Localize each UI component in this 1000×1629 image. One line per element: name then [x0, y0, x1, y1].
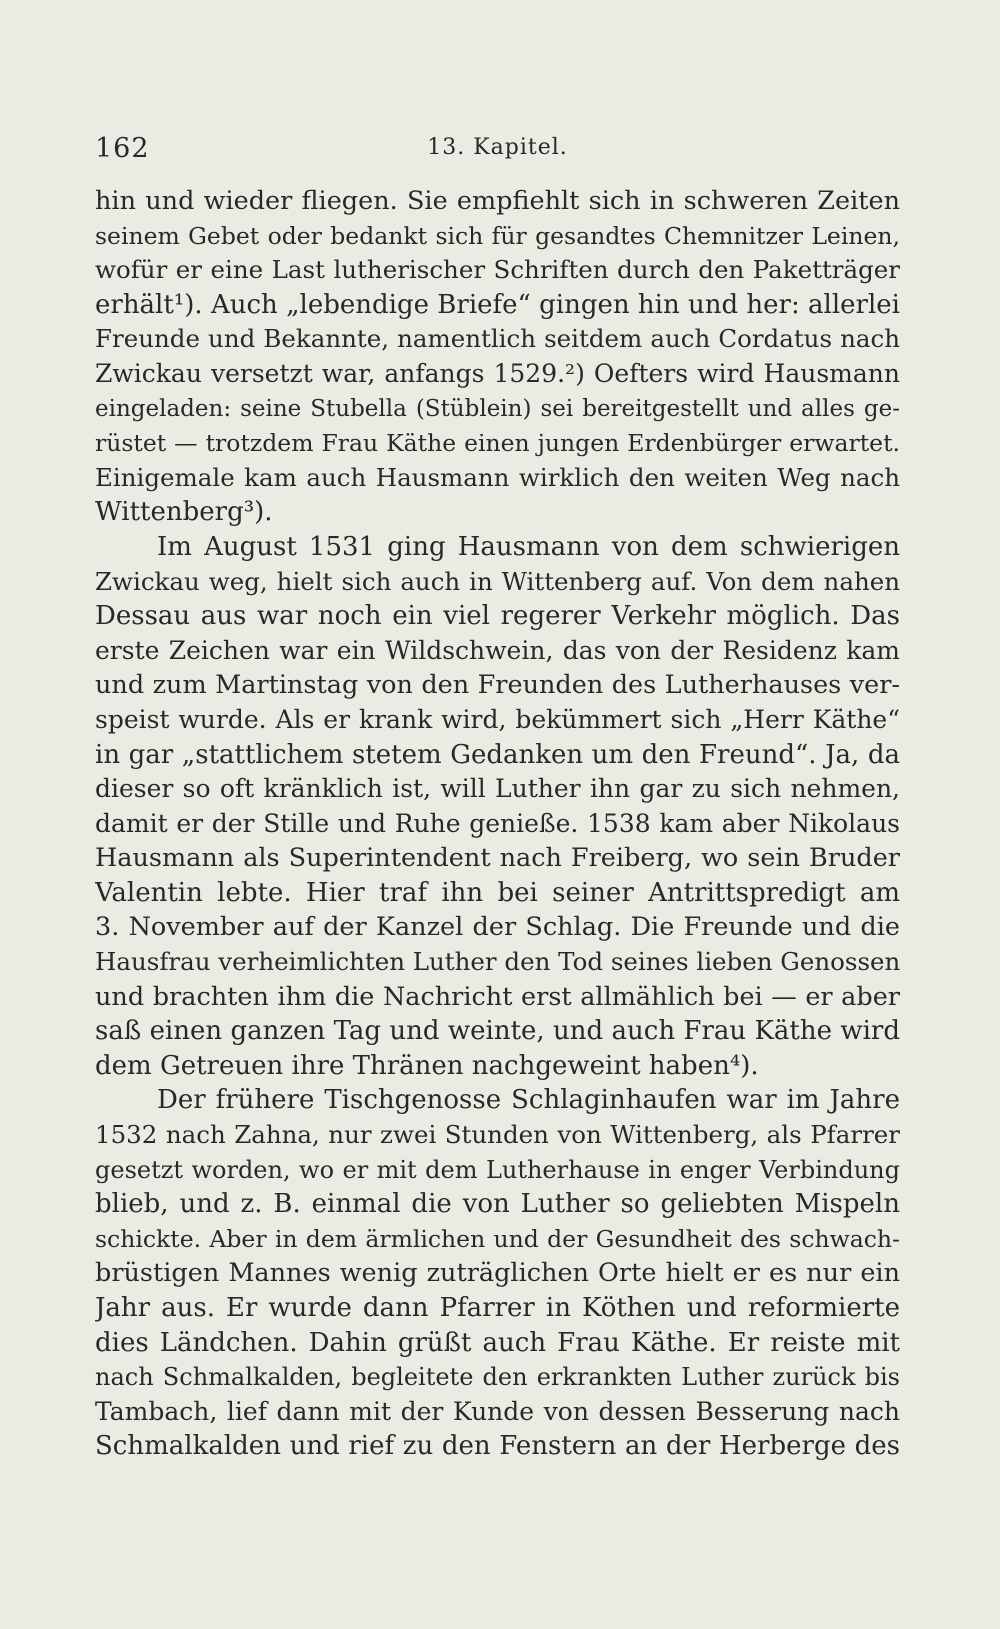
body-text	[95, 184, 900, 1464]
text-line: und zum Martinstag von den Freunden des Lutherhauses ver-	[95, 670, 900, 701]
text-line: dieser so oft kränklich ist, will Luther ihn gar zu sich nehmen,	[95, 774, 900, 804]
text-line: in gar „stattlichem stetem Gedanken um den Freund“. Ja, da	[95, 739, 900, 770]
text-line: hin und wieder fliegen. Sie empfiehlt sich in schweren Zeiten	[95, 186, 900, 216]
text-line: erhält¹). Auch „lebendige Briefe“ gingen hin und her: allerlei	[95, 289, 900, 320]
text-line: schickte. Aber in dem ärmlichen und der Gesundheit des schwach-	[95, 1224, 900, 1253]
text-line: seinem Gebet oder bedankt sich für gesandtes Chemnitzer Leinen,	[95, 221, 900, 250]
text-line: Der frühere Tischgenosse Schlaginhaufen war im Jahre	[157, 1085, 900, 1116]
text-line: dem Getreuen ihre Thränen nachgeweint haben⁴).	[95, 1050, 759, 1081]
text-line: erste Zeichen war ein Wildschwein, das von der Residenz kam	[95, 635, 900, 665]
text-line: Hausmann als Superintendent nach Freiberg, wo sein Bruder	[95, 843, 900, 874]
text-line: Im August 1531 ging Hausmann von dem schwierigen	[157, 531, 900, 562]
text-line: nach Schmalkalden, begleitete den erkrankten Luther zurück bis	[95, 1363, 900, 1392]
text-line: Zwickau weg, hielt sich auch in Wittenberg auf. Von dem nahen	[95, 566, 900, 596]
page-header	[95, 133, 900, 173]
text-line: dies Ländchen. Dahin grüßt auch Frau Käthe. Er reiste mit	[95, 1327, 900, 1358]
text-line: wofür er eine Last lutherischer Schriften durch den Paketträger	[95, 255, 900, 285]
text-line: Dessau aus war noch ein viel regerer Verkehr möglich. Das	[95, 601, 900, 632]
text-line: brüstigen Mannes wenig zuträglichen Orte hielt er es nur ein	[95, 1258, 900, 1289]
text-line: damit er der Stille und Ruhe genieße. 1538 kam aber Nikolaus	[95, 808, 900, 838]
text-line: Valentin lebte. Hier traf ihn bei seiner Antrittspredigt am	[95, 877, 900, 908]
text-line: Hausfrau verheimlichten Luther den Tod seines lieben Genossen	[95, 947, 900, 977]
page-number: 162	[95, 133, 150, 164]
text-line: Einigemale kam auch Hausmann wirklich den weiten Weg nach	[95, 462, 900, 492]
text-line: und brachten ihm die Nachricht erst allmählich bei — er aber	[95, 981, 900, 1012]
text-line: Jahr aus. Er wurde dann Pfarrer in Köthen und reformierte	[95, 1293, 900, 1323]
text-line: 3. November auf der Kanzel der Schlag. Die Freunde und die	[95, 912, 900, 943]
text-line: 1532 nach Zahna, nur zwei Stunden von Wittenberg, als Pfarrer	[95, 1120, 900, 1150]
running-head: 13. Kapitel.	[427, 135, 568, 160]
text-line: speist wurde. Als er krank wird, bekümmert sich „Herr Käthe“	[95, 704, 900, 734]
text-line: saß einen ganzen Tag und weinte, und auch Frau Käthe wird	[95, 1016, 900, 1047]
text-line: Freunde und Bekannte, namentlich seitdem auch Cordatus nach	[95, 324, 900, 354]
text-line: Zwickau versetzt war, anfangs 1529.²) Oefters wird Hausmann	[95, 358, 900, 388]
text-line: Wittenberg³).	[95, 497, 273, 528]
text-line: gesetzt worden, wo er mit dem Lutherhause in enger Verbindung	[95, 1155, 900, 1184]
text-line: rüstet — trotzdem Frau Käthe einen jungen Erdenbürger erwartet.	[95, 429, 900, 458]
text-line: Schmalkalden und rief zu den Fenstern an der Herberge des	[95, 1431, 900, 1462]
text-line: blieb, und z. B. einmal die von Luther so geliebten Mispeln	[95, 1189, 900, 1220]
text-line: eingeladen: seine Stubella (Stüblein) sei bereitgestellt und alles ge-	[95, 395, 900, 422]
text-line: Tambach, lief dann mit der Kunde von dessen Besserung nach	[95, 1396, 900, 1426]
